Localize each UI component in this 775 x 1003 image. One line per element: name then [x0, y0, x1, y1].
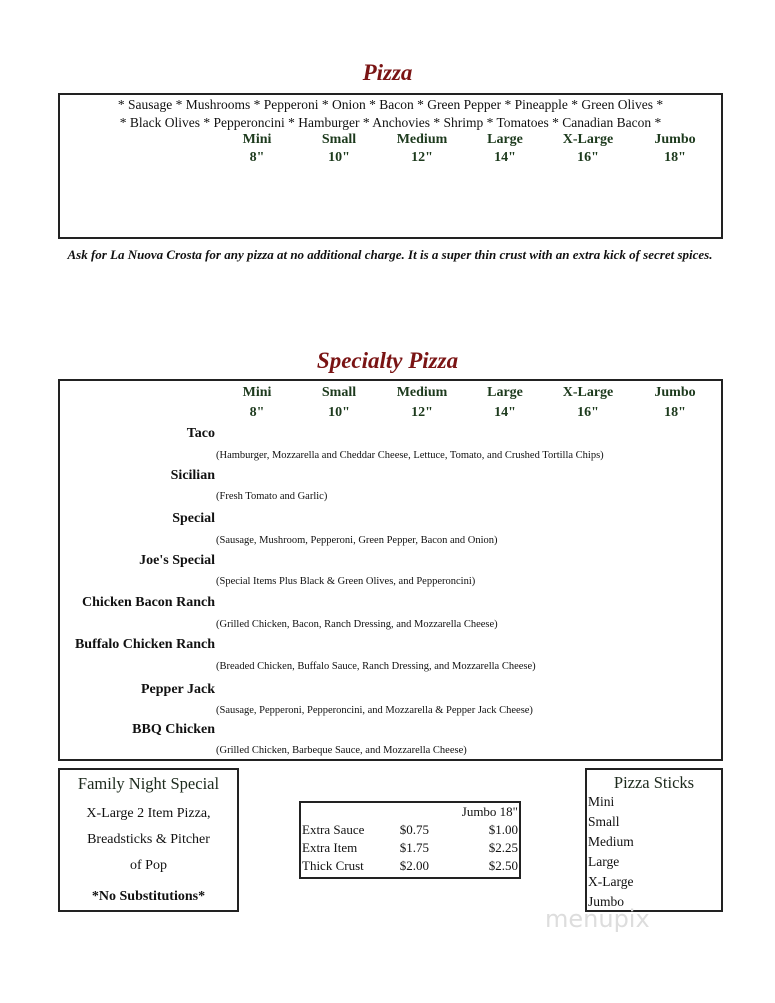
pizza-size-inch: 12" [411, 150, 433, 165]
specialty-item-desc: (Sausage, Mushroom, Pepperoni, Green Pepper, Bacon and Onion) [216, 535, 498, 546]
pizza-size-name: Jumbo [654, 132, 696, 147]
extra-name: Extra Sauce [302, 822, 365, 837]
extras-row [301, 839, 519, 857]
stick-size: Mini [588, 794, 615, 809]
pizza-title: Pizza [362, 60, 413, 85]
specialty-item-name: Joe's Special [139, 553, 215, 568]
extras-table [301, 803, 519, 875]
specialty-size-name: Large [487, 385, 523, 400]
stick-size: Small [588, 814, 620, 829]
pizza-size-inch: 14" [494, 150, 516, 165]
extra-name: Thick Crust [302, 858, 364, 873]
extra-price-regular: $0.75 [399, 822, 430, 837]
pizza-size-inch: 18" [664, 150, 686, 165]
pizza-size-inch: 8" [249, 150, 265, 165]
pizza-box [58, 93, 723, 239]
extras-row [301, 821, 519, 839]
specialty-item-desc: (Special Items Plus Black & Green Olives, and Pepperoncini) [216, 576, 476, 587]
extra-price-regular: $1.75 [399, 840, 430, 855]
stick-size: Large [588, 854, 620, 869]
specialty-item-name: BBQ Chicken [132, 722, 215, 737]
specialty-item-name: Pepper Jack [140, 682, 215, 697]
extra-price-jumbo: $2.25 [488, 840, 518, 855]
toppings-line-2: * Black Olives * Pepperoncini * Hamburger * Anchovies * Shrimp * Tomatoes * Canadian Bacon * [119, 115, 662, 130]
specialty-box [58, 379, 723, 761]
extra-price-regular: $2.00 [399, 858, 430, 873]
extras-row [301, 857, 519, 875]
specialty-size-name: X-Large [562, 385, 614, 400]
pizza-size-inch: 10" [328, 150, 350, 165]
specialty-size-inch: 8" [249, 405, 265, 420]
specialty-item-desc: (Fresh Tomato and Garlic) [216, 491, 328, 502]
specialty-item-name: Chicken Bacon Ranch [81, 595, 215, 610]
stick-size: X-Large [588, 874, 634, 889]
family-line-1: X-Large 2 Item Pizza, [86, 806, 211, 821]
specialty-item-desc: (Hamburger, Mozzarella and Cheddar Cheese, Lettuce, Tomato, and Crushed Tortilla Chips) [216, 450, 604, 461]
family-line-2: Breadsticks & Pitcher [87, 832, 210, 847]
crust-note: Ask for La Nuova Crosta for any pizza at no additional charge. It is a super thin crust with an extra kick of secret spices. [67, 247, 713, 262]
specialty-item-desc: (Grilled Chicken, Bacon, Ranch Dressing, and Mozzarella Cheese) [216, 619, 498, 630]
specialty-size-name: Mini [242, 385, 272, 400]
family-night-box [58, 768, 239, 912]
stick-size: Medium [588, 834, 634, 849]
specialty-item-name: Buffalo Chicken Ranch [74, 637, 215, 652]
specialty-size-inch: 12" [411, 405, 433, 420]
family-line-3: of Pop [130, 858, 167, 873]
specialty-item-name: Taco [186, 426, 215, 441]
specialty-item-desc: (Grilled Chicken, Barbeque Sauce, and Mozzarella Cheese) [216, 745, 467, 756]
sticks-title: Pizza Sticks [613, 773, 695, 792]
specialty-size-name: Jumbo [654, 385, 696, 400]
specialty-size-inch: 14" [494, 405, 516, 420]
specialty-item-name: Sicilian [170, 468, 215, 483]
pizza-sticks-box [585, 768, 723, 912]
extra-price-jumbo: $1.00 [488, 822, 518, 837]
specialty-title: Specialty Pizza [316, 348, 459, 373]
specialty-size-name: Small [321, 385, 357, 400]
specialty-item-desc: (Breaded Chicken, Buffalo Sauce, Ranch Dressing, and Mozzarella Cheese) [216, 661, 536, 672]
specialty-item-desc: (Sausage, Pepperoni, Pepperoncini, and Mozzarella & Pepper Jack Cheese) [216, 705, 533, 716]
specialty-size-inch: 16" [577, 405, 599, 420]
pizza-size-name: Medium [396, 132, 448, 147]
specialty-item-name: Special [172, 511, 215, 526]
watermark: menupix [545, 905, 650, 933]
extra-name: Extra Item [302, 840, 358, 855]
extra-price-jumbo: $2.50 [488, 858, 518, 873]
specialty-size-name: Medium [396, 385, 448, 400]
pizza-size-name: Large [487, 132, 523, 147]
pizza-size-name: Small [321, 132, 357, 147]
stick-size: Jumbo [588, 894, 625, 909]
family-title: Family Night Special [77, 774, 220, 793]
extras-table-box [299, 801, 521, 879]
toppings-line-1: * Sausage * Mushrooms * Pepperoni * Onion * Bacon * Green Pepper * Pineapple * Green Olives * [117, 97, 664, 112]
pizza-size-name: Mini [242, 132, 272, 147]
pizza-size-inch: 16" [577, 150, 599, 165]
extras-header: Jumbo 18" [461, 804, 518, 819]
specialty-size-inch: 10" [328, 405, 350, 420]
family-note: *No Substitutions* [91, 889, 206, 904]
pizza-size-name: X-Large [562, 132, 614, 147]
specialty-size-inch: 18" [664, 405, 686, 420]
